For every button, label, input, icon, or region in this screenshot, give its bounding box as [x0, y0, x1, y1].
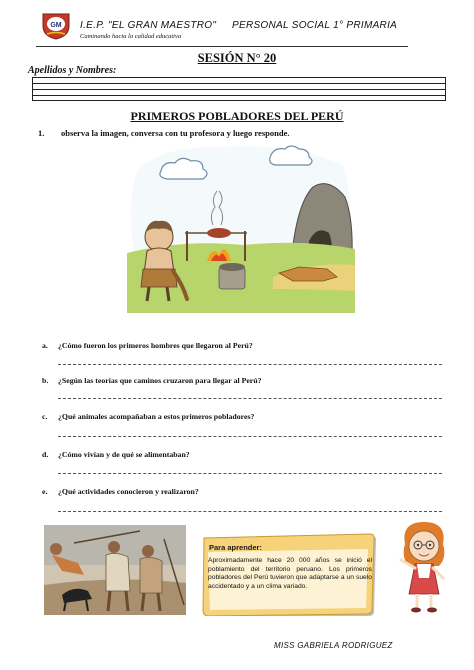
instruction-number: 1. — [38, 128, 45, 138]
school-name: I.E.P. "EL GRAN MAESTRO" — [80, 20, 217, 31]
header-divider — [36, 46, 408, 47]
question-d — [42, 450, 190, 459]
names-field-line — [33, 95, 445, 96]
course-label: PERSONAL SOCIAL 1° PRIMARIA — [232, 20, 398, 31]
session-title: SESIÓN N° 20 — [197, 51, 277, 65]
question-b — [42, 376, 262, 385]
names-field[interactable] — [32, 77, 446, 101]
question-letter: c. — [42, 412, 48, 421]
question-text: ¿Según las teorías que caminos cruzaron para llegar al Perú? — [58, 376, 262, 385]
names-label: Apellidos y Nombres: — [28, 65, 117, 76]
answer-line-a[interactable] — [58, 364, 442, 365]
answer-line-e[interactable] — [58, 511, 442, 512]
question-letter: d. — [42, 450, 49, 459]
answer-line-c[interactable] — [58, 436, 442, 437]
logo-text: GM — [50, 22, 62, 29]
question-letter: e. — [42, 487, 48, 496]
question-text: ¿Cómo vivían y de qué se alimentaban? — [58, 450, 190, 459]
page-title: PRIMEROS POBLADORES DEL PERÚ — [130, 109, 344, 123]
caveman-campfire-illustration — [123, 141, 357, 317]
question-text: ¿Qué actividades conocieron y realizaron? — [58, 487, 199, 496]
hunters-illustration — [44, 525, 186, 615]
question-text: ¿Qué animales acompañaban a estos primeros pobladores? — [58, 412, 255, 421]
instruction-text: observa la imagen, conversa con tu profesora y luego responde. — [61, 128, 290, 138]
school-logo-icon — [40, 12, 72, 40]
question-e — [42, 487, 199, 496]
names-field-line — [33, 89, 445, 90]
info-card-text: Aproximadamente hace 20 000 años se inició el poblamiento del territorio peruano. Los primeros pobladores del Perú tuvieron que adaptarse a un suelo accidentado y a un clima variado. — [208, 557, 372, 590]
question-letter: a. — [42, 341, 48, 350]
info-card-title: Para aprender: — [209, 543, 262, 552]
question-c — [42, 412, 254, 421]
girl-mascot-illustration — [393, 518, 455, 616]
question-letter: b. — [42, 376, 49, 385]
question-text: ¿Cómo fueron los primeros hombres que llegaron al Perú? — [58, 341, 253, 350]
instruction — [38, 128, 289, 138]
answer-line-b[interactable] — [58, 398, 442, 399]
question-a — [42, 341, 253, 350]
teacher-name: MISS GABRIELA RODRIGUEZ — [274, 641, 393, 650]
school-motto: Caminando hacia la calidad educativa — [80, 33, 182, 40]
answer-line-d[interactable] — [58, 473, 442, 474]
names-field-line — [33, 83, 445, 84]
